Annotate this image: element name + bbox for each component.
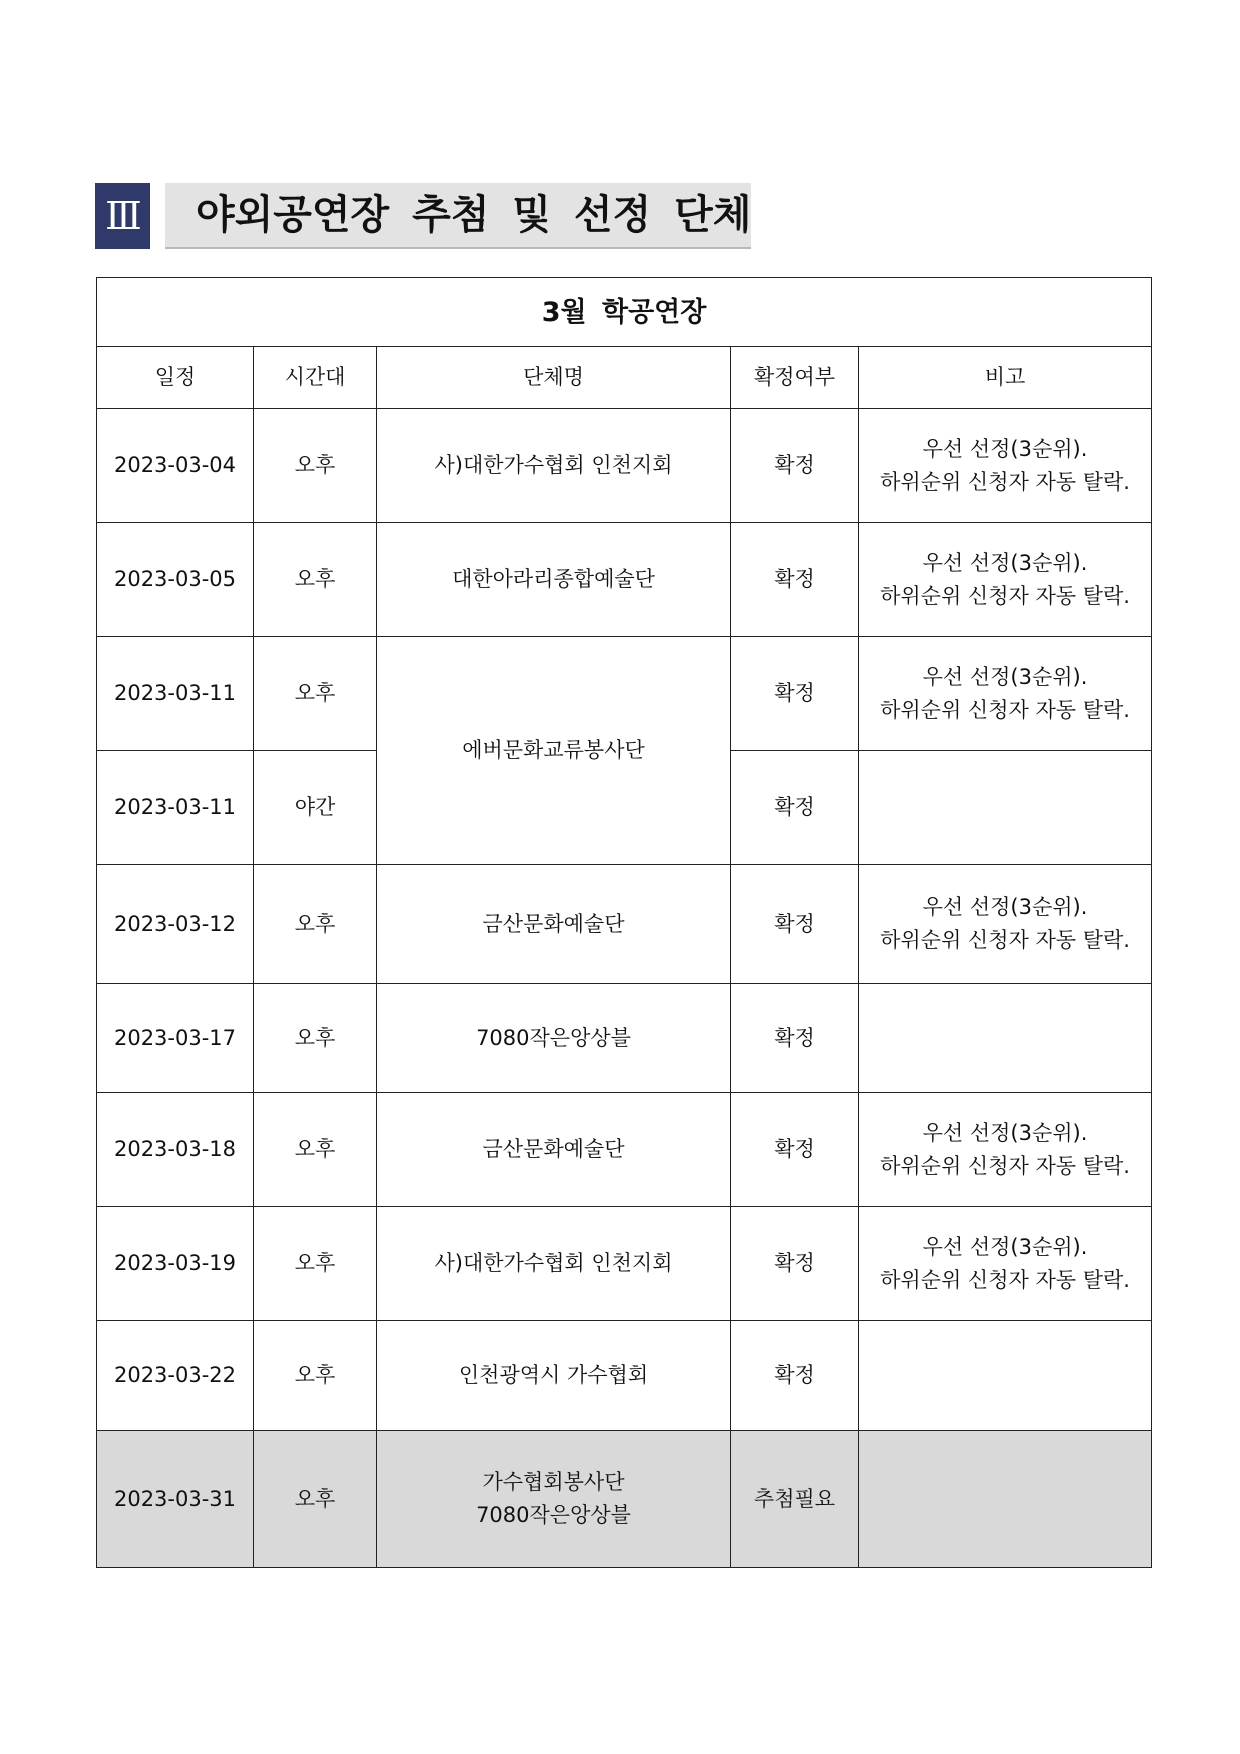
cell-date: 2023-03-11 xyxy=(97,637,254,751)
note-line-1: 우선 선정(3순위). xyxy=(922,550,1088,575)
cell-org: 에버문화교류봉사단 xyxy=(377,637,731,865)
table-row xyxy=(97,1207,1152,1321)
table-header-row xyxy=(97,347,1152,409)
schedule-table xyxy=(96,277,1152,1568)
org-line-1: 가수협회봉사단 xyxy=(482,1470,625,1494)
note-line-2: 하위순위 신청자 자동 탈락. xyxy=(880,697,1130,722)
cell-time: 오후 xyxy=(254,1093,377,1207)
cell-status: 확정 xyxy=(731,1207,859,1321)
cell-org: 금산문화예술단 xyxy=(377,1093,731,1207)
header-note: 비고 xyxy=(859,347,1152,409)
note-line-2: 하위순위 신청자 자동 탈락. xyxy=(880,469,1130,494)
cell-date: 2023-03-04 xyxy=(97,409,254,523)
cell-date: 2023-03-11 xyxy=(97,751,254,865)
cell-note xyxy=(859,751,1152,865)
cell-date: 2023-03-31 xyxy=(97,1431,254,1568)
org-line-2: 7080작은앙상블 xyxy=(476,1503,631,1527)
cell-date: 2023-03-12 xyxy=(97,865,254,984)
cell-note xyxy=(859,1321,1152,1431)
header-date: 일정 xyxy=(97,347,254,409)
cell-time: 오후 xyxy=(254,984,377,1093)
cell-org xyxy=(377,1431,731,1568)
cell-status: 확정 xyxy=(731,1093,859,1207)
cell-status: 확정 xyxy=(731,523,859,637)
table-row xyxy=(97,1431,1152,1568)
table-row xyxy=(97,637,1152,751)
cell-org: 사)대한가수협회 인천지회 xyxy=(377,1207,731,1321)
cell-note xyxy=(859,409,1152,523)
header-status: 확정여부 xyxy=(731,347,859,409)
note-line-1: 우선 선정(3순위). xyxy=(922,1234,1088,1259)
cell-org: 금산문화예술단 xyxy=(377,865,731,984)
cell-time: 오후 xyxy=(254,523,377,637)
cell-org: 인천광역시 가수협회 xyxy=(377,1321,731,1431)
section-title: 야외공연장 추첨 및 선정 단체 xyxy=(165,183,751,249)
cell-time: 오후 xyxy=(254,637,377,751)
note-line-2: 하위순위 신청자 자동 탈락. xyxy=(880,1267,1130,1292)
cell-status: 확정 xyxy=(731,637,859,751)
cell-status: 확정 xyxy=(731,984,859,1093)
cell-note xyxy=(859,1431,1152,1568)
table-row xyxy=(97,865,1152,984)
cell-date: 2023-03-18 xyxy=(97,1093,254,1207)
cell-time: 야간 xyxy=(254,751,377,865)
table-row xyxy=(97,409,1152,523)
cell-date: 2023-03-17 xyxy=(97,984,254,1093)
note-line-2: 하위순위 신청자 자동 탈락. xyxy=(880,583,1130,608)
cell-note xyxy=(859,984,1152,1093)
cell-org: 대한아라리종합예술단 xyxy=(377,523,731,637)
cell-note xyxy=(859,1207,1152,1321)
cell-note xyxy=(859,637,1152,751)
section-number-badge: Ⅲ xyxy=(95,183,150,249)
note-line-1: 우선 선정(3순위). xyxy=(922,436,1088,461)
cell-status: 추첨필요 xyxy=(731,1431,859,1568)
cell-time: 오후 xyxy=(254,1207,377,1321)
table-row xyxy=(97,523,1152,637)
cell-status: 확정 xyxy=(731,409,859,523)
note-line-1: 우선 선정(3순위). xyxy=(922,1120,1088,1145)
cell-note xyxy=(859,865,1152,984)
cell-time: 오후 xyxy=(254,409,377,523)
cell-status: 확정 xyxy=(731,1321,859,1431)
table-caption: 3월 학공연장 xyxy=(97,278,1152,347)
note-line-1: 우선 선정(3순위). xyxy=(922,895,1088,919)
cell-org: 사)대한가수협회 인천지회 xyxy=(377,409,731,523)
note-line-1: 우선 선정(3순위). xyxy=(922,664,1088,689)
cell-org: 7080작은앙상블 xyxy=(377,984,731,1093)
cell-time: 오후 xyxy=(254,1431,377,1568)
table-row xyxy=(97,984,1152,1093)
header-org: 단체명 xyxy=(377,347,731,409)
note-line-2: 하위순위 신청자 자동 탈락. xyxy=(880,1153,1130,1178)
cell-note xyxy=(859,523,1152,637)
cell-note xyxy=(859,1093,1152,1207)
cell-status: 확정 xyxy=(731,751,859,865)
note-line-2: 하위순위 신청자 자동 탈락. xyxy=(880,928,1130,952)
cell-date: 2023-03-05 xyxy=(97,523,254,637)
cell-time: 오후 xyxy=(254,1321,377,1431)
cell-time: 오후 xyxy=(254,865,377,984)
header-time: 시간대 xyxy=(254,347,377,409)
table-row xyxy=(97,1093,1152,1207)
cell-date: 2023-03-19 xyxy=(97,1207,254,1321)
cell-status: 확정 xyxy=(731,865,859,984)
table-row xyxy=(97,1321,1152,1431)
cell-date: 2023-03-22 xyxy=(97,1321,254,1431)
